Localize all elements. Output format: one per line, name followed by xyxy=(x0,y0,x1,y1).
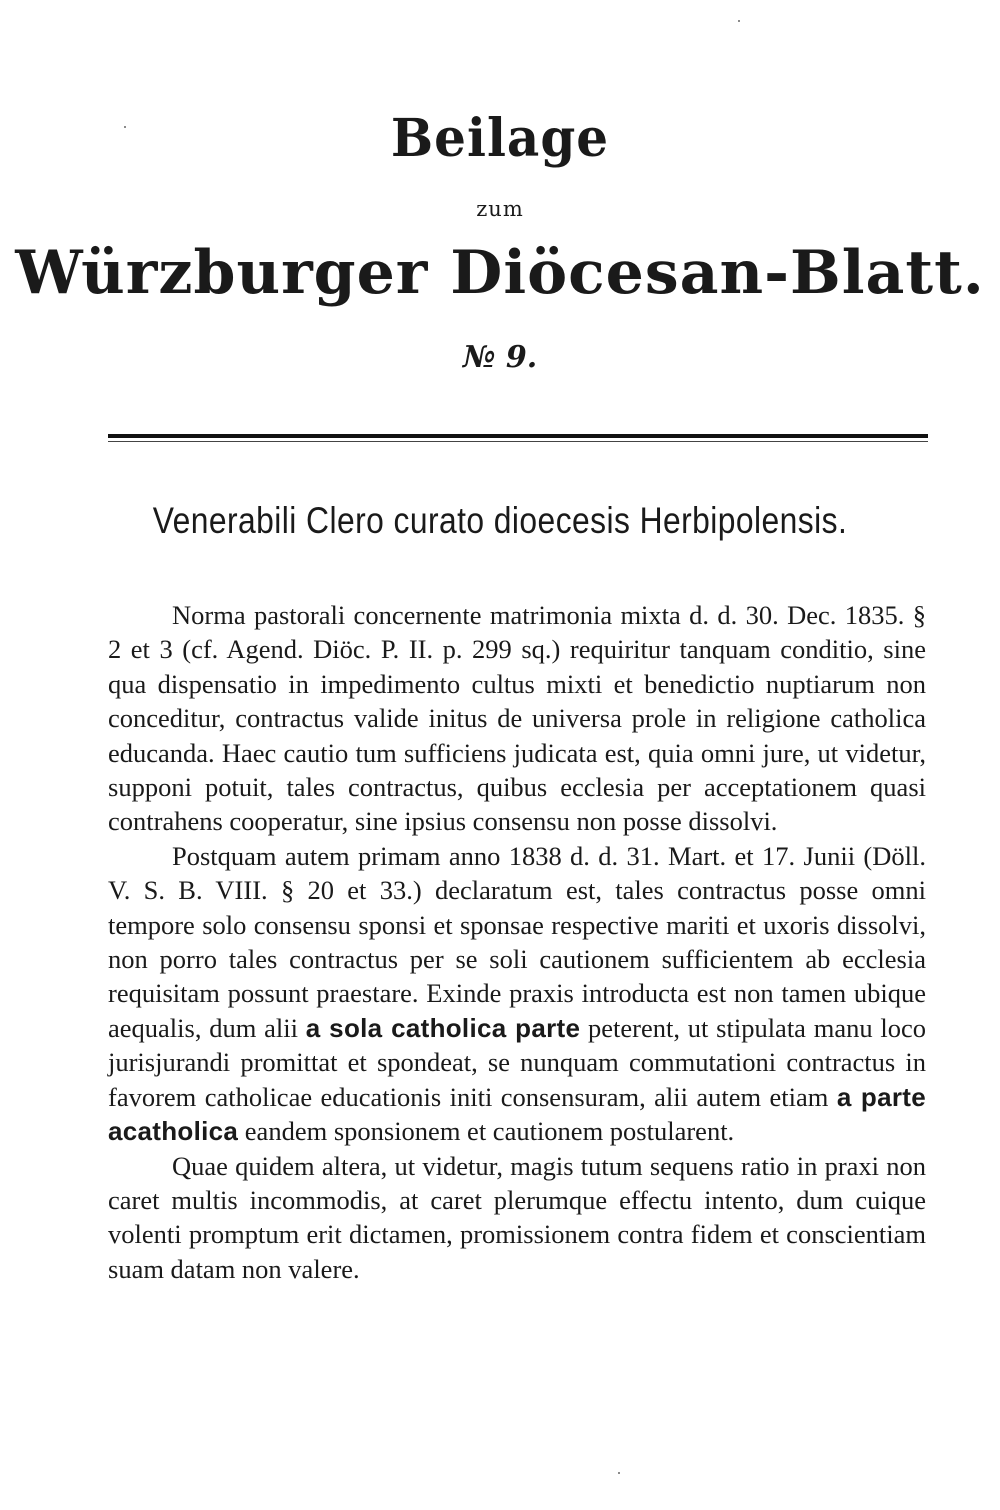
paragraph-2-part-a: Postquam autem primam anno 1838 d. d. 31. Mart. et 17. Junii (Döll. V. S. B. VIII. § 20 et 33.) declaratum est, tales contractus posse omni tempore solo consensu sponsi et sponsae respective mariti et uxoris dissolvi, non porro tales contractus per se soli cautionem sufficientem ab ecclesia requisitam possunt praestare. Exinde praxis introducta est non tamen ubique aequalis, dum alii xyxy=(108,840,926,1043)
emphasis-acatholic-party: a parte acatholica xyxy=(108,1081,926,1147)
print-speck xyxy=(738,20,740,22)
supplement-title: Beilage xyxy=(390,106,610,169)
paragraph-2 xyxy=(108,839,926,1149)
emphasis-catholic-party: a sola catholica parte xyxy=(305,1012,581,1043)
masthead-title: Würzburger Diöcesan-Blatt. xyxy=(15,238,985,308)
body-text xyxy=(108,598,926,1286)
print-speck xyxy=(124,126,126,128)
address-heading: Venerabili Clero curato dioecesis Herbipolensis. xyxy=(152,500,848,541)
paragraph-2-part-c: eandem sponsionem et cautionem postularent. xyxy=(244,1116,735,1147)
supplement-connector: zum xyxy=(476,197,524,221)
print-speck xyxy=(618,1472,620,1474)
paragraph-1: Norma pastorali concernente matrimonia mixta d. d. 30. Dec. 1835. § 2 et 3 (cf. Agend. Diöc. P. II. p. 299 sq.) requiritur tanquam conditio, sine qua dispensatio in impedimento cultus mixti et benedictio nuptiarum non conceditur, contractus valide initus de universa prole in religione catholica educanda. Haec cautio tum sufficiens judicata est, quia omni jure, ut videtur, supponi potuit, tales contractus, quibus ecclesia per acceptationem quasi contrahens cooperatur, sine ipsius consensu non posse dissolvi. xyxy=(108,600,926,837)
header-rule-thin xyxy=(108,441,928,442)
issue-number: № 9. xyxy=(462,340,538,375)
header-rule-thick xyxy=(108,434,928,438)
paragraph-2-part-b: peterent, ut stipulata manu loco jurisjurandi promittat et spondeat, se nunquam commutationi contractus in favorem catholicae educationis initi consensuram, alii autem etiam xyxy=(108,1012,926,1112)
paragraph-3: Quae quidem altera, ut videtur, magis tutum sequens ratio in praxi non caret multis incommodis, at caret plerumque effectu intento, dum cuique volenti promptum erit dictamen, promissionem contra fidem et conscientiam suam datam non valere. xyxy=(108,1150,926,1284)
